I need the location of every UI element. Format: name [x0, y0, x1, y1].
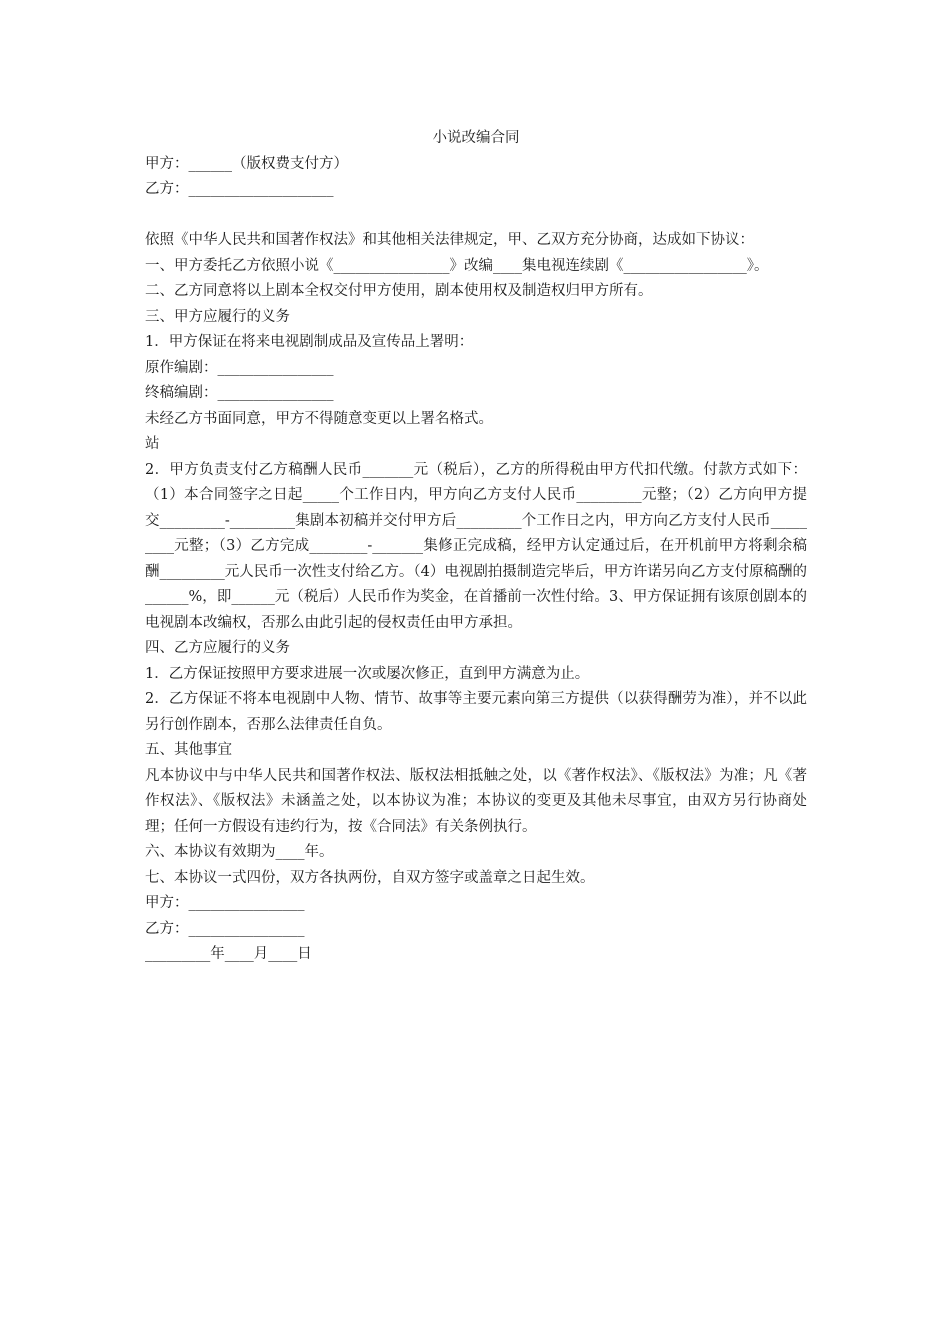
section-4-heading: 四、乙方应履行的义务 [145, 640, 290, 656]
party-b-signature-line: 乙方：________________ [145, 920, 305, 937]
credit-format-note: 未经乙方书面同意，甲方不得随意变更以上署名格式。 [145, 410, 493, 427]
clause-1: 一、甲方委托乙方依照小说《________________》改编____集电视连续剧《_________________》。 [145, 257, 769, 274]
document-title: 小说改编合同 [432, 130, 520, 146]
clause-2: 二、乙方同意将以上剧本全权交付甲方使用，剧本使用权及制造权归甲方所有。 [145, 283, 653, 299]
date-line: _________年____月____日 [145, 946, 312, 962]
party-a-line: 甲方：______（版权费支付方） [145, 155, 348, 172]
contract-document [145, 126, 807, 968]
section-3-heading: 三、甲方应履行的义务 [145, 308, 290, 325]
payment-terms-paragraph: 2．甲方负责支付乙方稿酬人民币_______元（税后），乙方的所得税由甲方代扣代缴。付款方式如下：（1）本合同签字之日起_____个工作日内，甲方向乙方支付人民币_________元整；（2）乙方向甲方提交_________-_________集剧本初稿并交付甲方后_________个工作日之内，甲方向乙方支付人民币_________元整；（3）乙方完成________-_______集修正完成稿，经甲方认定通过后，在开机前甲方将剩余稿酬_________元人民币一次性支付给乙方。（4）电视剧拍摄制造完毕后，甲方许诺另向乙方支付原稿酬的______%，即______元（税后）人民币作为奖金，在首播前一次性付给。3、甲方保证拥有该原创剧本的电视剧本改编权，否那么由此引起的侵权责任由甲方承担。 [145, 461, 807, 631]
section-4-item-1: 1．乙方保证按照甲方要求进展一次或屡次修正，直到甲方满意为止。 [145, 665, 590, 682]
section-4-item-2: 2．乙方保证不将本电视剧中人物、情节、故事等主要元素向第三方提供（以获得酬劳为准），并不以此另行创作剧本，否那么法律责任自负。 [145, 691, 807, 733]
preamble-paragraph: 依照《中华人民共和国著作权法》和其他相关法律规定，甲、乙双方充分协商，达成如下协议： [145, 232, 754, 248]
party-b-line: 乙方：____________________ [145, 181, 334, 197]
section-3-item-1: 1．甲方保证在将来电视剧制成品及宣传品上署明： [145, 334, 474, 350]
stray-character: 站 [145, 436, 160, 452]
blank-line [145, 203, 807, 229]
party-a-signature-line: 甲方：________________ [145, 895, 305, 911]
clause-6: 六、本协议有效期为____年。 [145, 844, 334, 860]
section-5-paragraph: 凡本协议中与中华人民共和国著作权法、版权法相抵触之处，以《著作权法》、《版权法》为准；凡《著作权法》、《版权法》未涵盖之处，以本协议为准；本协议的变更及其他未尽事宜，由双方另行协商处理；任何一方假设有违约行为，按《合同法》有关条例执行。 [145, 767, 807, 835]
section-5-heading: 五、其他事宜 [145, 742, 232, 758]
original-writer-line: 原作编剧：________________ [145, 359, 334, 376]
clause-7: 七、本协议一式四份，双方各执两份，自双方签字或盖章之日起生效。 [145, 869, 595, 886]
final-writer-line: 终稿编剧：________________ [145, 385, 334, 401]
